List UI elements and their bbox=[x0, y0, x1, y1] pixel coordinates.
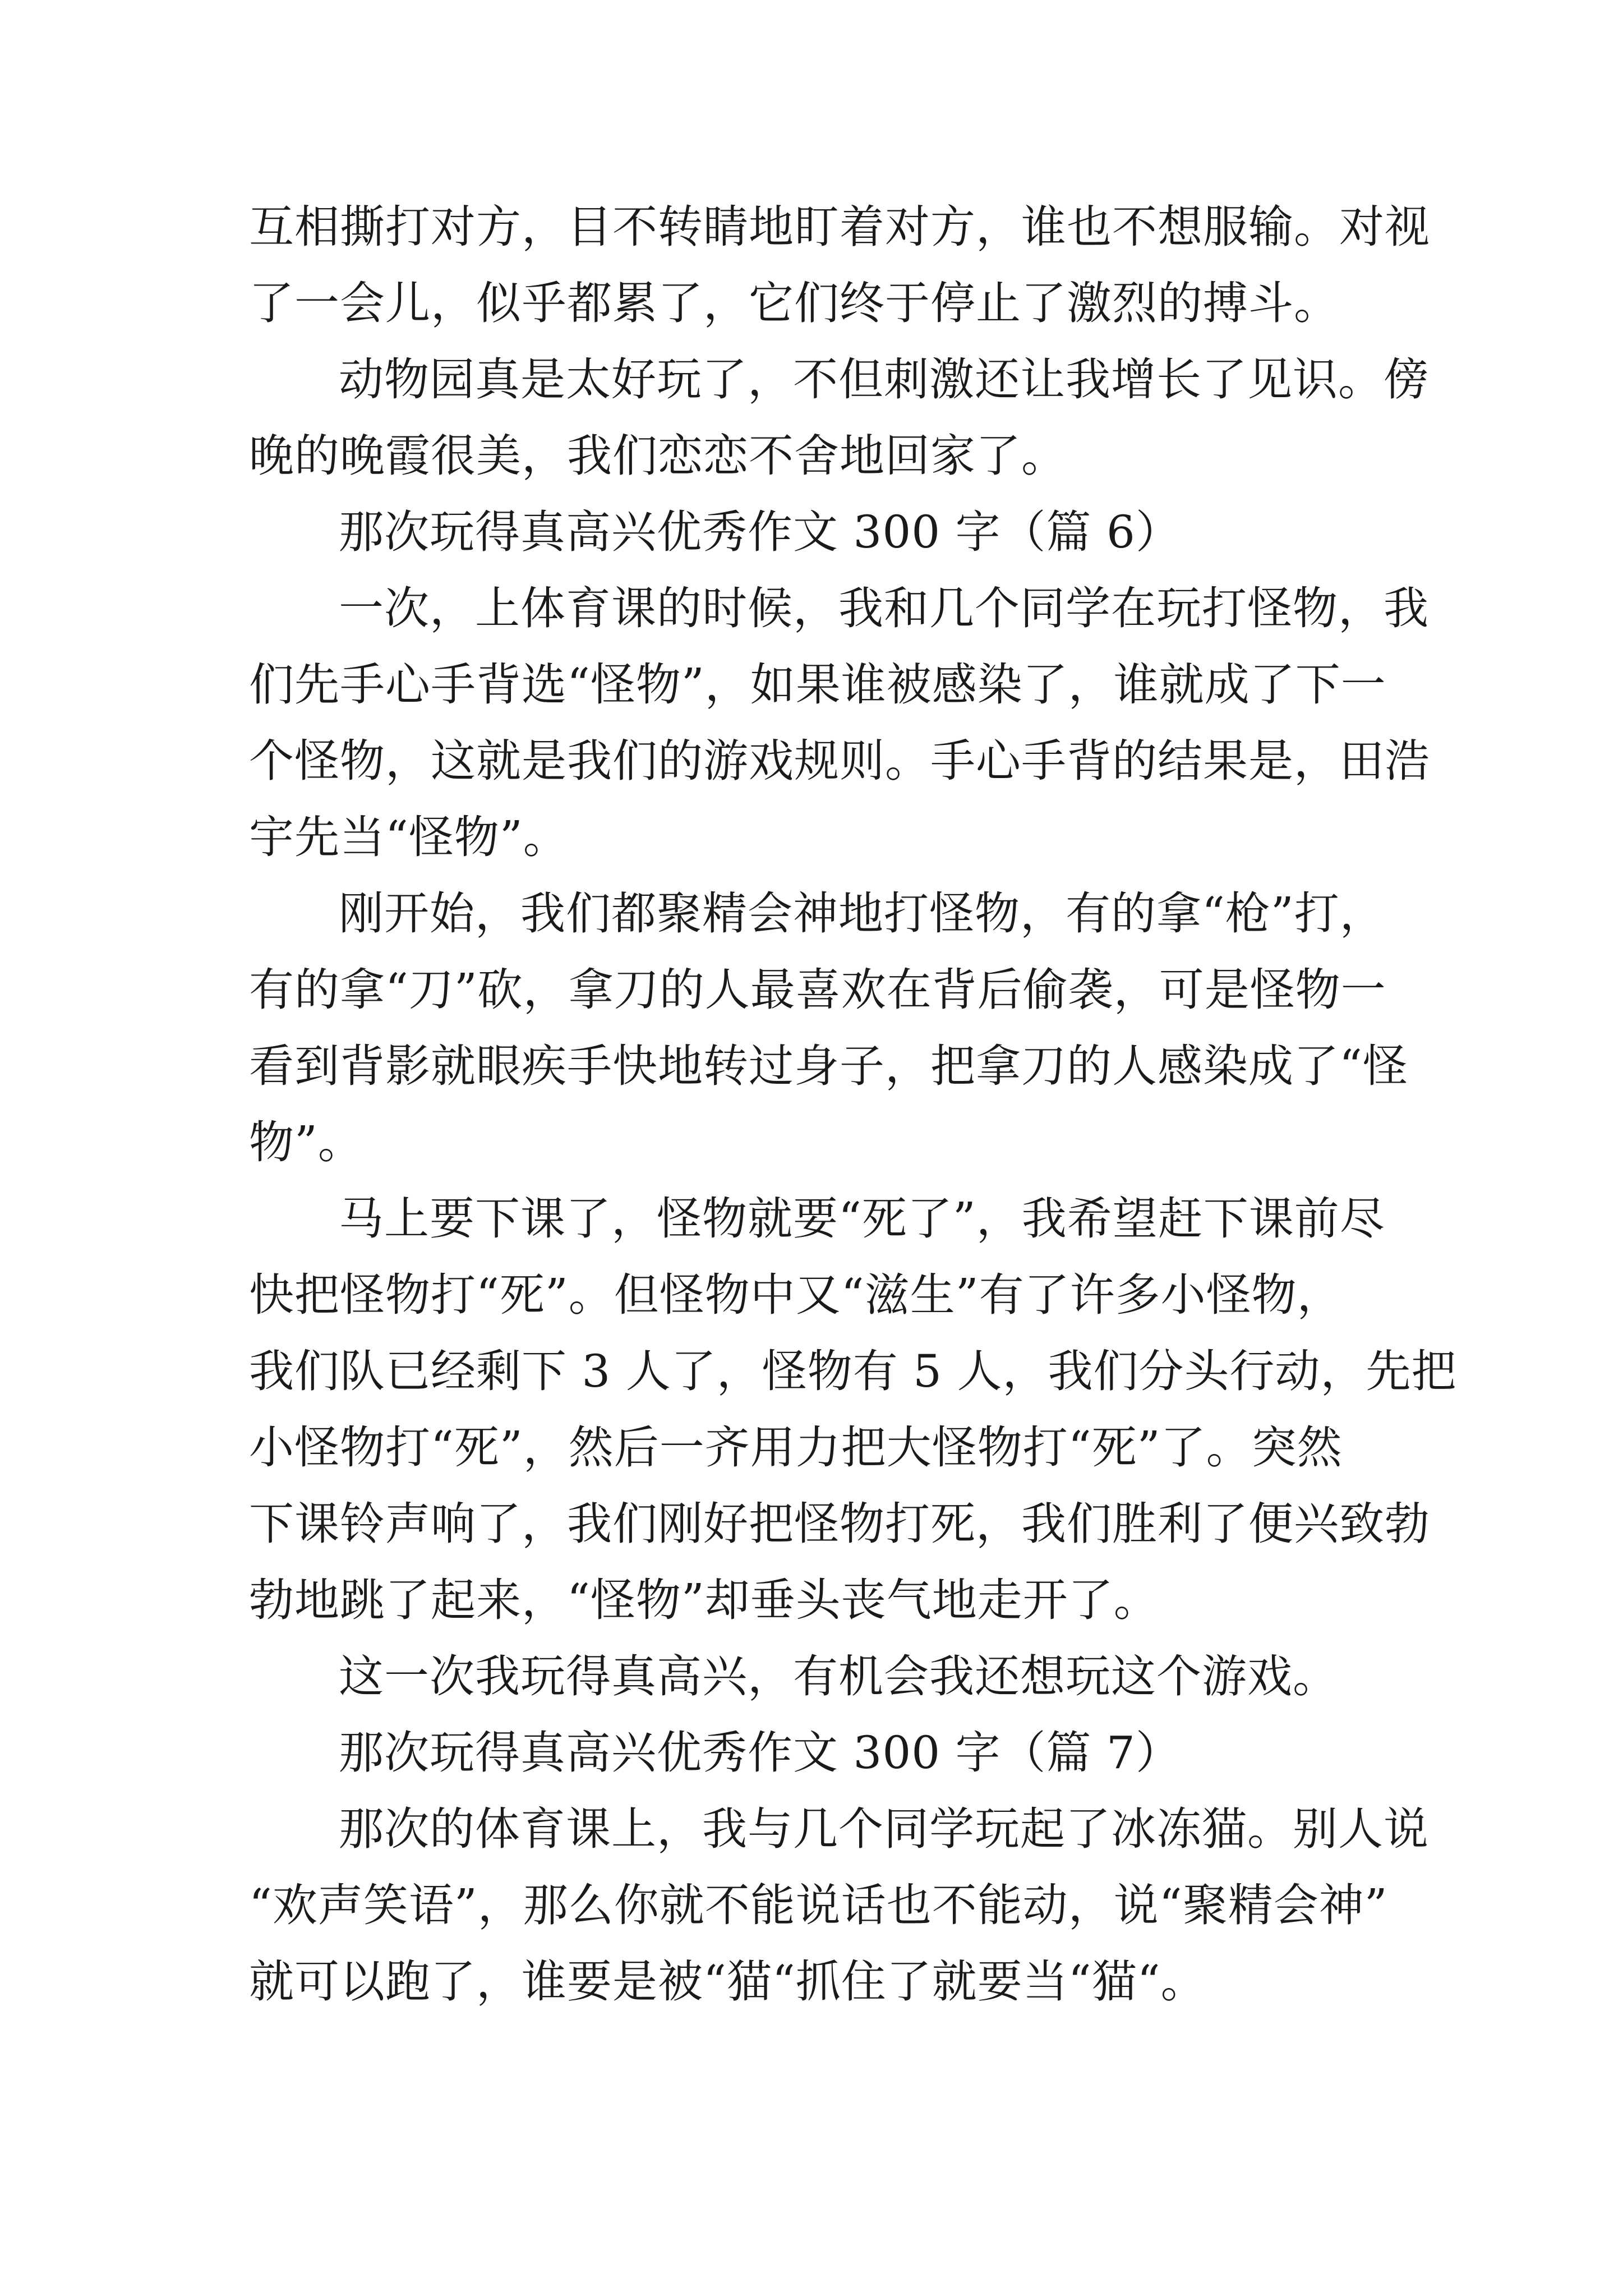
text-line: 物”。 bbox=[249, 1116, 363, 1168]
text-line: 勃地跳了起来，“怪物”却垂头丧气地走开了。 bbox=[249, 1574, 1159, 1626]
text-line: 宇先当“怪物”。 bbox=[249, 811, 569, 863]
text-line: 了一会儿，似乎都累了，它们终于停止了激烈的搏斗。 bbox=[249, 277, 1339, 329]
text-line: “欢声笑语”，那么你就不能说话也不能动，说“聚精会神” bbox=[249, 1879, 1388, 1931]
text-line: 小怪物打“死”，然后一齐用力把大怪物打“死”了。突然 bbox=[249, 1421, 1343, 1474]
text-line: 晚的晚霞很美，我们恋恋不舍地回家了。 bbox=[249, 430, 1067, 482]
text-line: 刚开始，我们都聚精会神地打怪物，有的拿“枪”打， bbox=[339, 887, 1385, 940]
text-line: 那次的体育课上，我与几个同学玩起了冰冻猫。别人说 bbox=[339, 1803, 1429, 1855]
text-line: 我们队已经剩下 3 人了，怪物有 5 人，我们分头行动，先把 bbox=[249, 1345, 1457, 1397]
text-line: 们先手心手背选“怪物”，如果谁被感染了，谁就成了下一 bbox=[249, 659, 1386, 711]
text-line: 一次，上体育课的时候，我和几个同学在玩打怪物，我 bbox=[339, 582, 1429, 634]
text-line: 快把怪物打“死”。但怪物中又“滋生”有了许多小怪物， bbox=[249, 1269, 1343, 1321]
text-line: 就可以跑了，谁要是被“猫“抓住了就要当“猫“。 bbox=[249, 1955, 1206, 2008]
section-heading: 那次玩得真高兴优秀作文 300 字（篇 7） bbox=[339, 1727, 1181, 1779]
text-line: 个怪物，这就是我们的游戏规则。手心手背的结果是，田浩 bbox=[249, 735, 1430, 787]
section-heading: 那次玩得真高兴优秀作文 300 字（篇 6） bbox=[339, 506, 1181, 558]
text-line: 动物园真是太好玩了，不但刺激还让我增长了见识。傍 bbox=[339, 353, 1429, 406]
text-line: 看到背影就眼疾手快地转过身子，把拿刀的人感染成了“怪 bbox=[249, 1040, 1408, 1092]
text-line: 下课铃声响了，我们刚好把怪物打死，我们胜利了便兴致勃 bbox=[249, 1498, 1430, 1550]
text-line: 马上要下课了，怪物就要“死了”，我希望赶下课前尽 bbox=[339, 1193, 1385, 1245]
text-line: 互相撕打对方，目不转睛地盯着对方，谁也不想服输。对视 bbox=[249, 201, 1430, 253]
text-line: 这一次我玩得真高兴，有机会我还想玩这个游戏。 bbox=[339, 1650, 1338, 1703]
text-line: 有的拿“刀”砍，拿刀的人最喜欢在背后偷袭，可是怪物一 bbox=[249, 964, 1386, 1016]
